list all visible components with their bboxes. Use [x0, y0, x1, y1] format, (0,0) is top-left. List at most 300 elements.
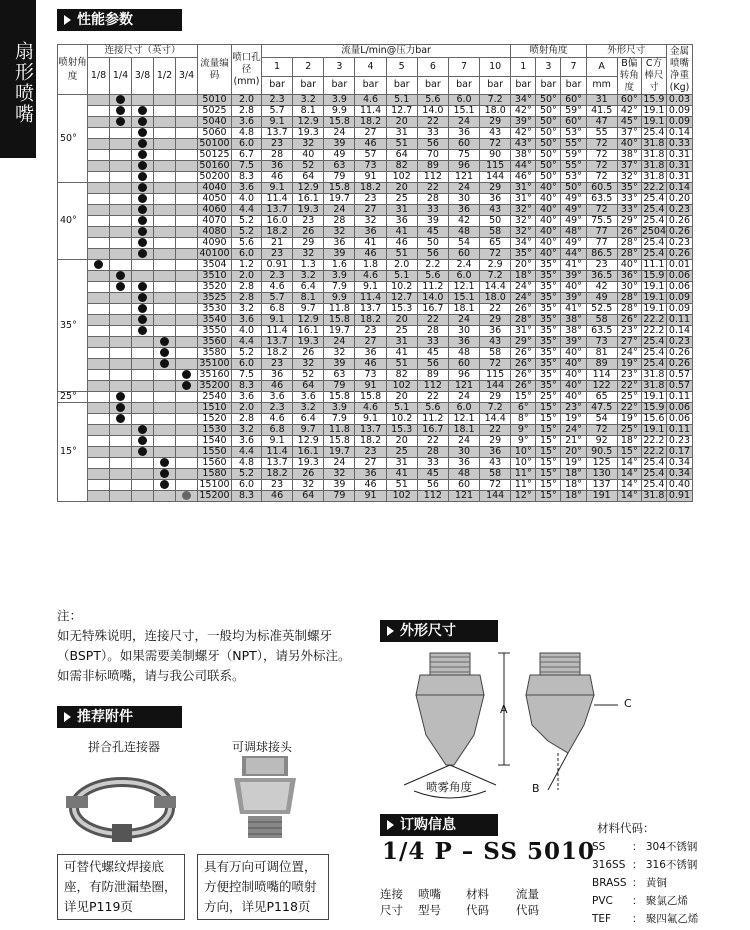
connection-cell: [88, 304, 110, 315]
connection-cell: [176, 293, 198, 304]
flow-cell: 46: [355, 139, 386, 150]
connection-cell: [132, 359, 154, 370]
flow-cell: 29: [480, 392, 511, 403]
angle-value-cell: 20°: [561, 447, 586, 458]
flow-cell: 6.0: [448, 95, 479, 106]
connection-cell: [110, 304, 132, 315]
connection-cell: [110, 260, 132, 271]
angle-value-cell: 15°: [511, 392, 536, 403]
flow-cell: 15.3: [386, 425, 417, 436]
connection-cell: [132, 183, 154, 194]
triangle-icon: [64, 712, 71, 722]
connection-cell: [88, 161, 110, 172]
flow-cell: 33: [417, 458, 448, 469]
connection-cell: [132, 128, 154, 139]
flow-cell: 16.1: [293, 326, 324, 337]
flow-cell: 14.0: [417, 106, 448, 117]
col-bar-unit: bar: [324, 76, 355, 95]
flow-cell: 60: [448, 249, 479, 260]
material-code: PVC: [592, 895, 613, 907]
flow-cell: 2.4: [448, 260, 479, 271]
dim-a-cell: 47.5: [586, 403, 617, 414]
connection-cell: [132, 337, 154, 348]
table-row: [58, 392, 693, 403]
dim-a-label: A: [500, 703, 508, 716]
angle-value-cell: 40°: [536, 205, 561, 216]
flow-cell: 12.1: [448, 414, 479, 425]
dot-icon: [138, 106, 147, 115]
dim-a-cell: 72: [586, 172, 617, 183]
dim-a-cell: 73: [586, 337, 617, 348]
connection-cell: [154, 458, 176, 469]
weight-cell: 0.06: [667, 271, 693, 282]
dim-a-cell: 23: [586, 260, 617, 271]
flow-cell: 22: [417, 392, 448, 403]
angle-value-cell: 15°: [536, 469, 561, 480]
angle-value-cell: 8°: [511, 414, 536, 425]
dim-a-cell: 77: [586, 238, 617, 249]
angle-value-cell: 18°: [561, 491, 586, 502]
angle-value-cell: 15°: [536, 425, 561, 436]
angle-value-cell: 42°: [511, 128, 536, 139]
dim-c-cell: 25.4: [641, 194, 666, 205]
orifice-cell: 6.0: [232, 480, 262, 491]
performance-header: [57, 9, 182, 31]
flow-cell: 11.2: [417, 414, 448, 425]
dim-c-cell: 15.9: [641, 95, 666, 106]
angle-value-cell: 35°: [536, 271, 561, 282]
flow-cell: 36: [262, 161, 293, 172]
connection-cell: [88, 194, 110, 205]
weight-cell: 0.14: [667, 128, 693, 139]
flow-code-cell: 5040: [198, 117, 232, 128]
weight-cell: 0.23: [667, 436, 693, 447]
connection-cell: [154, 392, 176, 403]
flow-code-cell: 4050: [198, 194, 232, 205]
order-label-size-text: 连接 尺寸: [380, 887, 403, 917]
flow-cell: 3.2: [293, 403, 324, 414]
col-size: 1/2: [154, 58, 176, 95]
angle-value-cell: 60°: [561, 117, 586, 128]
dim-b-cell: 14°: [617, 480, 641, 491]
connection-cell: [176, 260, 198, 271]
flow-cell: 6.8: [262, 425, 293, 436]
flow-cell: 3.9: [324, 271, 355, 282]
angle-value-cell: 39°: [561, 337, 586, 348]
weight-cell: 0.09: [667, 117, 693, 128]
flow-cell: 22: [480, 425, 511, 436]
flow-cell: 16.1: [293, 194, 324, 205]
connection-cell: [88, 117, 110, 128]
flow-cell: 96: [448, 161, 479, 172]
connection-cell: [110, 271, 132, 282]
flow-cell: 112: [417, 172, 448, 183]
connection-cell: [110, 293, 132, 304]
flow-cell: 23: [355, 326, 386, 337]
angle-value-cell: 49°: [561, 194, 586, 205]
flow-cell: 2.9: [480, 260, 511, 271]
flow-cell: 90: [480, 150, 511, 161]
material-item: [592, 874, 698, 892]
connection-cell: [132, 414, 154, 425]
connection-cell: [176, 106, 198, 117]
dim-c-cell: 19.1: [641, 425, 666, 436]
col-angle-pressure: 7: [561, 58, 586, 77]
order-code-material: SS: [483, 838, 518, 865]
dot-icon: [160, 359, 169, 368]
flow-cell: 91: [355, 491, 386, 502]
connection-cell: [176, 414, 198, 425]
connection-cell: [110, 469, 132, 480]
flow-cell: 121: [448, 491, 479, 502]
flow-code-cell: 5025: [198, 106, 232, 117]
angle-value-cell: 31°: [511, 326, 536, 337]
angle-value-cell: 50°: [536, 172, 561, 183]
flow-cell: 4.6: [355, 271, 386, 282]
connection-cell: [154, 194, 176, 205]
table-row: [58, 425, 693, 436]
table-row: [58, 150, 693, 161]
connection-cell: [154, 447, 176, 458]
spray-angle-label: 喷雾角度: [426, 780, 472, 794]
angle-value-cell: 15°: [536, 447, 561, 458]
connection-cell: [176, 491, 198, 502]
flow-cell: 9.9: [324, 106, 355, 117]
flow-cell: 12.7: [386, 293, 417, 304]
flow-cell: 14.4: [480, 414, 511, 425]
flow-cell: 4.6: [355, 403, 386, 414]
flow-cell: 36: [480, 326, 511, 337]
flow-cell: 39: [324, 249, 355, 260]
triangle-icon: [387, 626, 394, 636]
orifice-cell: 3.2: [232, 425, 262, 436]
flow-cell: 15.8: [355, 392, 386, 403]
angle-value-cell: 40°: [561, 282, 586, 293]
connection-cell: [110, 227, 132, 238]
connection-cell: [110, 359, 132, 370]
dim-b-cell: 40°: [617, 260, 641, 271]
table-row: [58, 403, 693, 414]
flow-cell: 20: [386, 392, 417, 403]
dim-c-cell: 15.6: [641, 414, 666, 425]
flow-cell: 79: [324, 172, 355, 183]
flow-cell: 24: [448, 315, 479, 326]
weight-cell: 0.11: [667, 425, 693, 436]
angle-value-cell: 53°: [561, 128, 586, 139]
flow-cell: 63: [324, 161, 355, 172]
flow-cell: 6.8: [262, 304, 293, 315]
angle-value-cell: 41°: [561, 260, 586, 271]
flow-cell: 64: [386, 150, 417, 161]
flow-cell: 11.8: [324, 304, 355, 315]
order-label-model: [418, 886, 441, 918]
connection-cell: [154, 436, 176, 447]
split-clamp-image: [62, 756, 180, 846]
angle-value-cell: 29°: [511, 337, 536, 348]
flow-cell: 75: [448, 150, 479, 161]
flow-cell: 24: [448, 436, 479, 447]
flow-cell: 144: [480, 172, 511, 183]
flow-cell: 19.3: [293, 205, 324, 216]
dim-b-cell: 15°: [617, 447, 641, 458]
connection-cell: [110, 337, 132, 348]
orifice-cell: 3.6: [232, 117, 262, 128]
flow-cell: 52: [293, 161, 324, 172]
connection-cell: [154, 326, 176, 337]
angle-value-cell: 24°: [511, 282, 536, 293]
angle-value-cell: 9°: [511, 436, 536, 447]
connection-cell: [110, 282, 132, 293]
dim-c-cell: 31.8: [641, 150, 666, 161]
table-row: [58, 183, 693, 194]
connection-cell: [154, 183, 176, 194]
flow-cell: 19.7: [324, 194, 355, 205]
flow-cell: 32: [293, 359, 324, 370]
dim-c-cell: 25.4: [641, 337, 666, 348]
material-title: 材料代码：: [597, 821, 655, 835]
flow-cell: 33: [417, 337, 448, 348]
flow-cell: 30: [448, 194, 479, 205]
flow-cell: 51: [386, 249, 417, 260]
orifice-cell: 4.4: [232, 337, 262, 348]
weight-cell: 0.26: [667, 227, 693, 238]
orifice-cell: 8.3: [232, 381, 262, 392]
angle-value-cell: 46°: [511, 172, 536, 183]
flow-cell: 13.7: [262, 337, 293, 348]
flow-cell: 29: [480, 117, 511, 128]
table-row: [58, 282, 693, 293]
weight-cell: 0.06: [667, 282, 693, 293]
dims-title: 外形尺寸: [400, 623, 456, 639]
flow-cell: 11.2: [417, 282, 448, 293]
dim-c-cell: 22.2: [641, 447, 666, 458]
connection-cell: [132, 205, 154, 216]
connection-cell: [132, 227, 154, 238]
orifice-cell: 3.6: [232, 315, 262, 326]
angle-value-cell: 35°: [536, 260, 561, 271]
connection-cell: [110, 172, 132, 183]
dim-b-cell: 28°: [617, 249, 641, 260]
connection-cell: [88, 337, 110, 348]
flow-cell: 36: [448, 458, 479, 469]
orifice-cell: 6.0: [232, 249, 262, 260]
connection-cell: [110, 414, 132, 425]
flow-cell: 3.6: [262, 392, 293, 403]
angle-value-cell: 55°: [561, 139, 586, 150]
angle-value-cell: 49°: [561, 205, 586, 216]
flow-code-cell: 1580: [198, 469, 232, 480]
connection-cell: [154, 227, 176, 238]
order-label-size: [380, 886, 403, 918]
dim-c-cell: 19.1: [641, 117, 666, 128]
table-row: [58, 172, 693, 183]
table-row: [58, 205, 693, 216]
angle-cell: 25°: [58, 392, 88, 403]
angle-value-cell: 35°: [536, 348, 561, 359]
connection-cell: [88, 271, 110, 282]
col-dim-c: C方棒尺寸: [641, 58, 666, 95]
flow-cell: 23: [293, 216, 324, 227]
flow-cell: 16.7: [417, 304, 448, 315]
material-item: [592, 856, 698, 874]
flow-cell: 49: [324, 150, 355, 161]
connection-cell: [132, 480, 154, 491]
flow-cell: 7.2: [480, 403, 511, 414]
dim-b-cell: 45°: [617, 117, 641, 128]
flow-cell: 58: [480, 469, 511, 480]
connection-cell: [176, 271, 198, 282]
dim-c-cell: 25.4: [641, 469, 666, 480]
material-code: BRASS: [592, 877, 627, 889]
note-body: 如无特殊说明，连接尺寸，一般均为标准英制螺牙（BSPT）。如果需要美制螺牙（NPT），请另外标注。如需非标喷嘴，请与我公司联系。: [57, 628, 351, 683]
flow-cell: 5.6: [417, 271, 448, 282]
dot-icon: [138, 150, 147, 159]
connection-cell: [88, 183, 110, 194]
flow-cell: 3.2: [293, 271, 324, 282]
flow-cell: 20: [386, 315, 417, 326]
flow-cell: 91: [355, 172, 386, 183]
performance-title: 性能参数: [77, 12, 133, 28]
connection-cell: [88, 293, 110, 304]
col-spray-angle: 喷射角度: [58, 45, 88, 95]
flow-cell: 23: [262, 249, 293, 260]
dim-b-cell: 37°: [617, 128, 641, 139]
angle-value-cell: 43°: [511, 139, 536, 150]
flow-cell: 31: [386, 458, 417, 469]
flow-cell: 9.7: [293, 425, 324, 436]
flow-cell: 46: [262, 172, 293, 183]
note: [57, 606, 362, 686]
angle-value-cell: 50°: [536, 161, 561, 172]
orifice-cell: 8.3: [232, 491, 262, 502]
dot-icon: [182, 370, 191, 379]
connection-cell: [110, 106, 132, 117]
flow-cell: 7.9: [324, 282, 355, 293]
connection-cell: [110, 458, 132, 469]
flow-cell: 11.4: [262, 447, 293, 458]
weight-cell: 0.26: [667, 249, 693, 260]
col-dim-b: B偏转角度: [617, 58, 641, 95]
weight-cell: 0.06: [667, 403, 693, 414]
flow-code-cell: 3560: [198, 337, 232, 348]
connection-cell: [110, 403, 132, 414]
dim-c-cell: 15.9: [641, 271, 666, 282]
flow-cell: 115: [480, 370, 511, 381]
table-row: [58, 337, 693, 348]
dim-a-cell: 130: [586, 469, 617, 480]
flow-cell: 9.1: [262, 436, 293, 447]
angle-value-cell: 35°: [536, 326, 561, 337]
col-dims: 外形尺寸: [586, 45, 666, 58]
flow-cell: 16.1: [293, 447, 324, 458]
flow-cell: 1.3: [293, 260, 324, 271]
flow-cell: 72: [480, 359, 511, 370]
flow-cell: 57: [355, 150, 386, 161]
angle-value-cell: 35°: [536, 282, 561, 293]
flow-cell: 4.6: [355, 95, 386, 106]
dot-icon: [138, 425, 147, 434]
dot-icon: [138, 282, 147, 291]
dim-a-cell: 92: [586, 436, 617, 447]
flow-cell: 58: [480, 227, 511, 238]
flow-code-cell: 3530: [198, 304, 232, 315]
connection-cell: [154, 304, 176, 315]
flow-cell: 46: [355, 480, 386, 491]
angle-value-cell: 40°: [536, 194, 561, 205]
connection-cell: [154, 95, 176, 106]
connection-cell: [154, 425, 176, 436]
accessory-label-joint: 可调球接头: [232, 740, 293, 754]
flow-code-cell: 3550: [198, 326, 232, 337]
angle-value-cell: 40°: [536, 216, 561, 227]
col-angle-bar-unit: bar: [561, 76, 586, 95]
col-pressure: 7: [448, 58, 479, 77]
orifice-cell: 5.2: [232, 469, 262, 480]
dim-c-cell: 15.9: [641, 403, 666, 414]
dim-c-cell: 25.4: [641, 480, 666, 491]
orifice-cell: 4.8: [232, 458, 262, 469]
connection-cell: [88, 227, 110, 238]
flow-cell: 39: [324, 359, 355, 370]
flow-cell: 3.9: [324, 95, 355, 106]
flow-cell: 41: [386, 469, 417, 480]
flow-cell: 39: [324, 480, 355, 491]
dim-a-cell: 65: [586, 392, 617, 403]
connection-cell: [110, 117, 132, 128]
connection-cell: [132, 436, 154, 447]
orifice-cell: 6.0: [232, 139, 262, 150]
flow-cell: 32: [293, 480, 324, 491]
connection-cell: [132, 447, 154, 458]
connection-cell: [88, 480, 110, 491]
connection-cell: [154, 491, 176, 502]
material-name: ： 316不锈钢: [632, 859, 698, 871]
order-code-size: 1/4: [382, 838, 426, 865]
dim-a-cell: 58: [586, 315, 617, 326]
angle-value-cell: 39°: [561, 271, 586, 282]
connection-cell: [176, 161, 198, 172]
connection-cell: [176, 425, 198, 436]
angle-value-cell: 40°: [561, 381, 586, 392]
flow-cell: 52: [293, 370, 324, 381]
angle-value-cell: 35°: [536, 370, 561, 381]
flow-cell: 112: [417, 381, 448, 392]
orifice-cell: 6.7: [232, 150, 262, 161]
dim-b-cell: 23°: [617, 370, 641, 381]
angle-value-cell: 59°: [561, 150, 586, 161]
table-row: [58, 249, 693, 260]
flow-cell: 18.2: [355, 315, 386, 326]
flow-cell: 43: [480, 337, 511, 348]
flow-cell: 18.2: [355, 117, 386, 128]
flow-cell: 41: [355, 238, 386, 249]
flow-code-cell: 40100: [199, 248, 230, 259]
angle-value-cell: 26°: [511, 370, 536, 381]
flow-cell: 5.6: [417, 403, 448, 414]
flow-cell: 79: [324, 381, 355, 392]
table-row: [58, 359, 693, 370]
connection-cell: [154, 359, 176, 370]
flow-cell: 72: [480, 139, 511, 150]
connection-cell: [88, 425, 110, 436]
dot-icon: [138, 304, 147, 313]
dim-b-cell: 35°: [617, 183, 641, 194]
connection-cell: [110, 480, 132, 491]
triangle-icon: [387, 820, 394, 830]
flow-cell: 2.3: [262, 271, 293, 282]
dim-b-cell: 32°: [617, 172, 641, 183]
flow-cell: 64: [293, 491, 324, 502]
